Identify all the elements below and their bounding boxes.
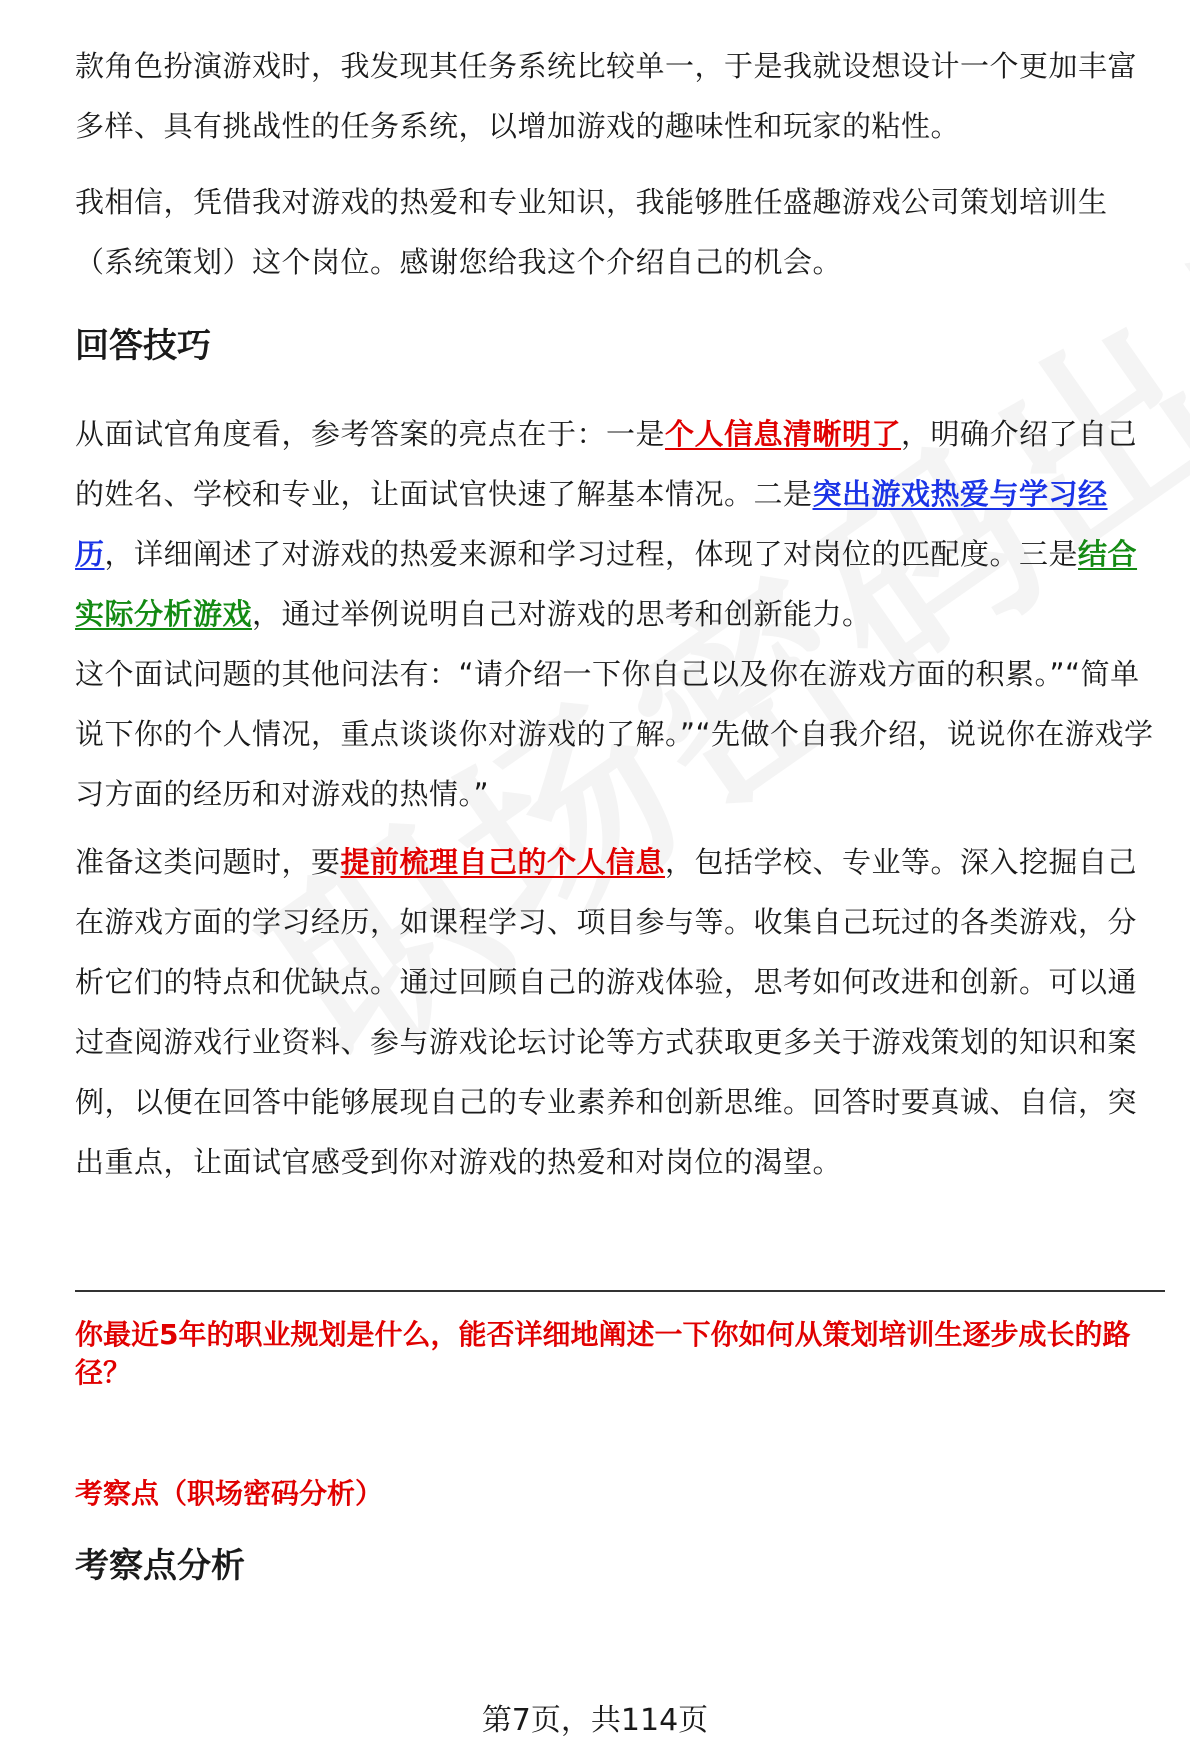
- text-run: 从面试官角度看，参考答案的亮点在于：一是: [75, 417, 666, 451]
- text-run: ，详细阐述了对游戏的热爱来源和学习过程，体现了对岗位的匹配度。三是: [104, 537, 1079, 571]
- paragraph-closing: 我相信，凭借我对游戏的热爱和专业知识，我能够胜任盛趣游戏公司策划培训生（系统策划）这个岗位。感谢您给我这个介绍自己的机会。: [75, 185, 1108, 279]
- highlight-game-analysis: 结合实际分析游戏: [75, 537, 1138, 631]
- section-heading-answer-tips: 回答技巧: [75, 326, 211, 366]
- text-run: ，通过举例说明自己对游戏的思考和创新能力。: [252, 597, 872, 631]
- assessment-point-label: 考察点（职场密码分析）: [75, 1477, 384, 1510]
- paragraph-intro-end: 款角色扮演游戏时，我发现其任务系统比较单一，于是我就设想设计一个更加丰富多样、具有挑战性的任务系统，以增加游戏的趣味性和玩家的粘性。: [75, 49, 1138, 143]
- page-number: 第7页，共114页: [481, 1703, 709, 1738]
- paragraph-highlights: [75, 404, 1165, 644]
- text-run: ，明确介绍了自己的姓名、学校和专业，让面试官快速了解基本情况。二是: [75, 417, 1138, 511]
- paragraph-preparation: [75, 832, 1165, 1192]
- highlight-personal-info: 个人信息清晰明了: [665, 417, 902, 451]
- section-heading-assessment-analysis: 考察点分析: [75, 1546, 245, 1586]
- section-divider: [75, 1290, 1165, 1292]
- highlight-organize-info: 提前梳理自己的个人信息: [340, 845, 666, 879]
- highlight-game-passion: 突出游戏热爱与学习经历: [75, 477, 1108, 571]
- text-run: 准备这类问题时，要: [75, 845, 341, 879]
- paragraph-alternative-questions: 这个面试问题的其他问法有：“请介绍一下你自己以及你在游戏方面的积累。”“简单说下你的个人情况，重点谈谈你对游戏的了解。”“先做个自我介绍，说说你在游戏学习方面的经历和对游戏的热情。”: [75, 657, 1154, 811]
- interview-question: 你最近5年的职业规划是什么，能否详细地阐述一下你如何从策划培训生逐步成长的路径？: [75, 1318, 1131, 1389]
- text-run: ，包括学校、专业等。深入挖掘自己在游戏方面的学习经历，如课程学习、项目参与等。收集自己玩过的各类游戏，分析它们的特点和优缺点。通过回顾自己的游戏体验，思考如何改进和创新。可以通过查阅游戏行业资料、参与游戏论坛讨论等方式获取更多关于游戏策划的知识和案例，以便在回答中能够展现自己的专业素养和创新思维。回答时要真诚、自信，突出重点，让面试官感受到你对游戏的热爱和对岗位的渴望。: [75, 845, 1138, 1179]
